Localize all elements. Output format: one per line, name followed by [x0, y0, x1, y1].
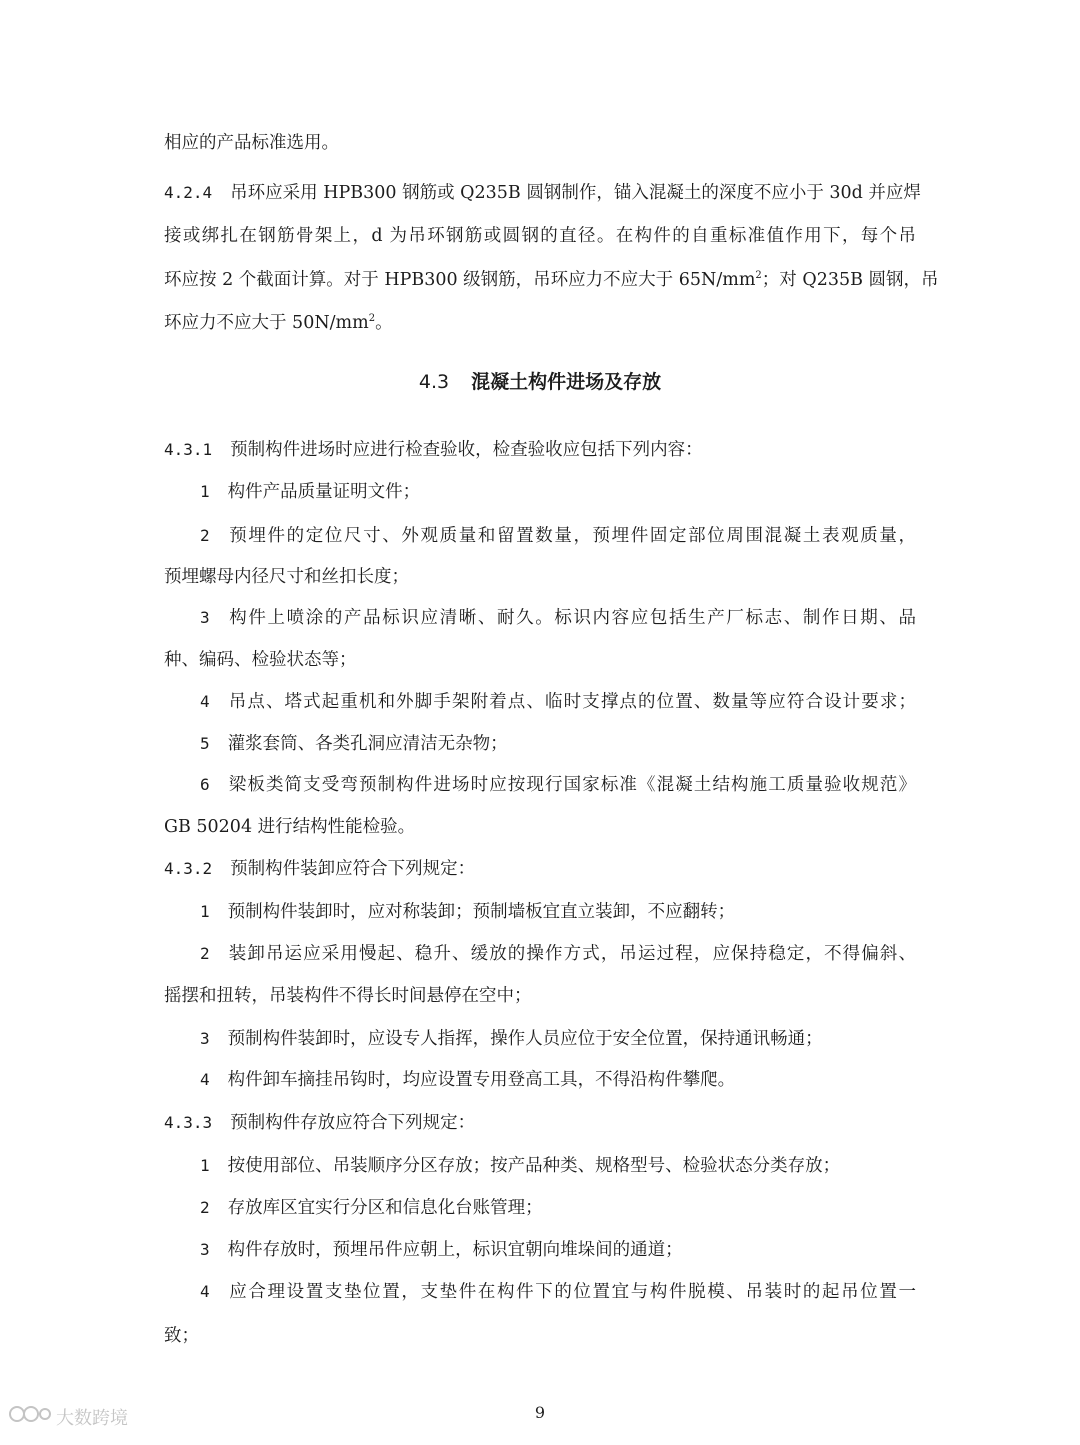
- item-number: 2: [200, 1198, 210, 1217]
- paragraph-line: 接或绑扎在钢筋骨架上，d 为吊环钢筋或圆钢的直径。在构件的自重标准值作用下，每个吊: [164, 226, 916, 246]
- list-item: [200, 1154, 840, 1178]
- item-number: 6: [200, 775, 210, 794]
- page-number: 9: [534, 1403, 546, 1422]
- list-item: [200, 1280, 916, 1304]
- section-heading: [0, 368, 1080, 396]
- item-number: 1: [200, 902, 210, 921]
- item-text: 预埋件的定位尺寸、外观质量和留置数量，预埋件固定部位周围混凝土表观质量，: [227, 526, 916, 546]
- list-item-continuation: 预埋螺母内径尺寸和丝扣长度；: [164, 567, 409, 587]
- item-number: 4: [200, 1070, 210, 1089]
- item-text: 灌浆套筒、各类孔洞应清洁无杂物；: [227, 734, 508, 754]
- list-item: [200, 524, 916, 548]
- item-text: 构件存放时，预埋吊件应朝上，标识宜朝向堆垛间的通道；: [227, 1240, 683, 1260]
- watermark-logo-icon: [8, 1403, 56, 1430]
- item-text: 构件卸车摘挂吊钩时，均应设置专用登高工具，不得沿构件攀爬。: [227, 1070, 736, 1090]
- clause-text: 预制构件存放应符合下列规定：: [230, 1113, 476, 1133]
- item-number: 5: [200, 734, 210, 753]
- item-number: 3: [200, 608, 210, 627]
- item-text: 存放库区宜实行分区和信息化台账管理；: [227, 1198, 543, 1218]
- clause-4-2-4: [164, 181, 921, 205]
- item-number: 1: [200, 482, 210, 501]
- item-text: 构件产品质量证明文件；: [227, 482, 421, 502]
- item-text: 构件上喷涂的产品标识应清晰、耐久。标识内容应包括生产厂标志、制作日期、品: [227, 608, 916, 628]
- section-title: 混凝土构件进场及存放: [471, 371, 662, 393]
- item-number: 2: [200, 944, 210, 963]
- list-item: [200, 773, 916, 797]
- paragraph-line: 相应的产品标准选用。: [164, 133, 339, 153]
- item-number: 3: [200, 1029, 210, 1048]
- clause-text: 预制构件进场时应进行检查验收，检查验收应包括下列内容：: [230, 440, 703, 460]
- list-item: [200, 480, 420, 504]
- superscript: 2: [755, 270, 762, 281]
- list-item: [200, 900, 735, 924]
- item-number: 4: [200, 1282, 210, 1301]
- clause-number: 4.3.3: [164, 1113, 213, 1132]
- clause-4-3-3: [164, 1111, 475, 1135]
- clause-number: 4.3.1: [164, 440, 213, 459]
- list-item: [200, 1238, 683, 1262]
- list-item-continuation: 摇摆和扭转，吊装构件不得长时间悬停在空中；: [164, 986, 532, 1006]
- item-text: 应合理设置支垫位置，支垫件在构件下的位置宜与构件脱模、吊装时的起吊位置一: [227, 1282, 916, 1302]
- paragraph-line: [164, 311, 393, 335]
- clause-text: 吊环应采用 HPB300 钢筋或 Q235B 圆钢制作，锚入混凝土的深度不应小于 30d 并应焊: [230, 183, 921, 203]
- watermark: [8, 1403, 128, 1430]
- list-item: [200, 732, 508, 756]
- clause-4-3-1: [164, 438, 703, 462]
- list-item-continuation: 致；: [164, 1326, 199, 1346]
- list-item: [200, 1068, 735, 1092]
- item-number: 3: [200, 1240, 210, 1259]
- list-item: [200, 942, 916, 966]
- list-item-continuation: GB 50204 进行结构性能检验。: [164, 817, 416, 837]
- line-text: 环应按 2 个截面计算。对于 HPB300 级钢筋，吊环应力不应大于 65N/mm: [164, 270, 756, 290]
- superscript: 2: [368, 313, 376, 324]
- list-item-continuation: 种、编码、检验状态等；: [164, 650, 357, 670]
- clause-4-3-2: [164, 857, 475, 881]
- line-text: 环应力不应大于 50N/mm: [164, 313, 369, 333]
- list-item: [200, 1027, 823, 1051]
- section-number: 4.3: [418, 371, 450, 393]
- item-text: 装卸吊运应采用慢起、稳升、缓放的操作方式，吊运过程，应保持稳定，不得偏斜、: [227, 944, 916, 964]
- item-text: 预制构件装卸时，应设专人指挥，操作人员应位于安全位置，保持通讯畅通；: [227, 1029, 823, 1049]
- item-text: 预制构件装卸时，应对称装卸；预制墙板宜直立装卸，不应翻转；: [227, 902, 736, 922]
- list-item: [200, 690, 916, 714]
- item-text: 按使用部位、吊装顺序分区存放；按产品种类、规格型号、检验状态分类存放；: [227, 1156, 841, 1176]
- line-text: ；对 Q235B 圆钢，吊: [761, 270, 939, 290]
- item-number: 2: [200, 526, 210, 545]
- list-item: [200, 606, 916, 630]
- line-text: 。: [375, 313, 393, 333]
- clause-text: 预制构件装卸应符合下列规定：: [230, 859, 476, 879]
- item-text: 吊点、塔式起重机和外脚手架附着点、临时支撑点的位置、数量等应符合设计要求；: [227, 692, 916, 712]
- paragraph-line: [164, 268, 939, 292]
- item-number: 4: [200, 692, 210, 711]
- list-item: [200, 1196, 543, 1220]
- clause-number: 4.3.2: [164, 859, 213, 878]
- watermark-text: 大数跨境: [56, 1407, 128, 1429]
- item-text: 梁板类简支受弯预制构件进场时应按现行国家标准《混凝土结构施工质量验收规范》: [227, 775, 916, 795]
- clause-number: 4.2.4: [164, 183, 213, 202]
- item-number: 1: [200, 1156, 210, 1175]
